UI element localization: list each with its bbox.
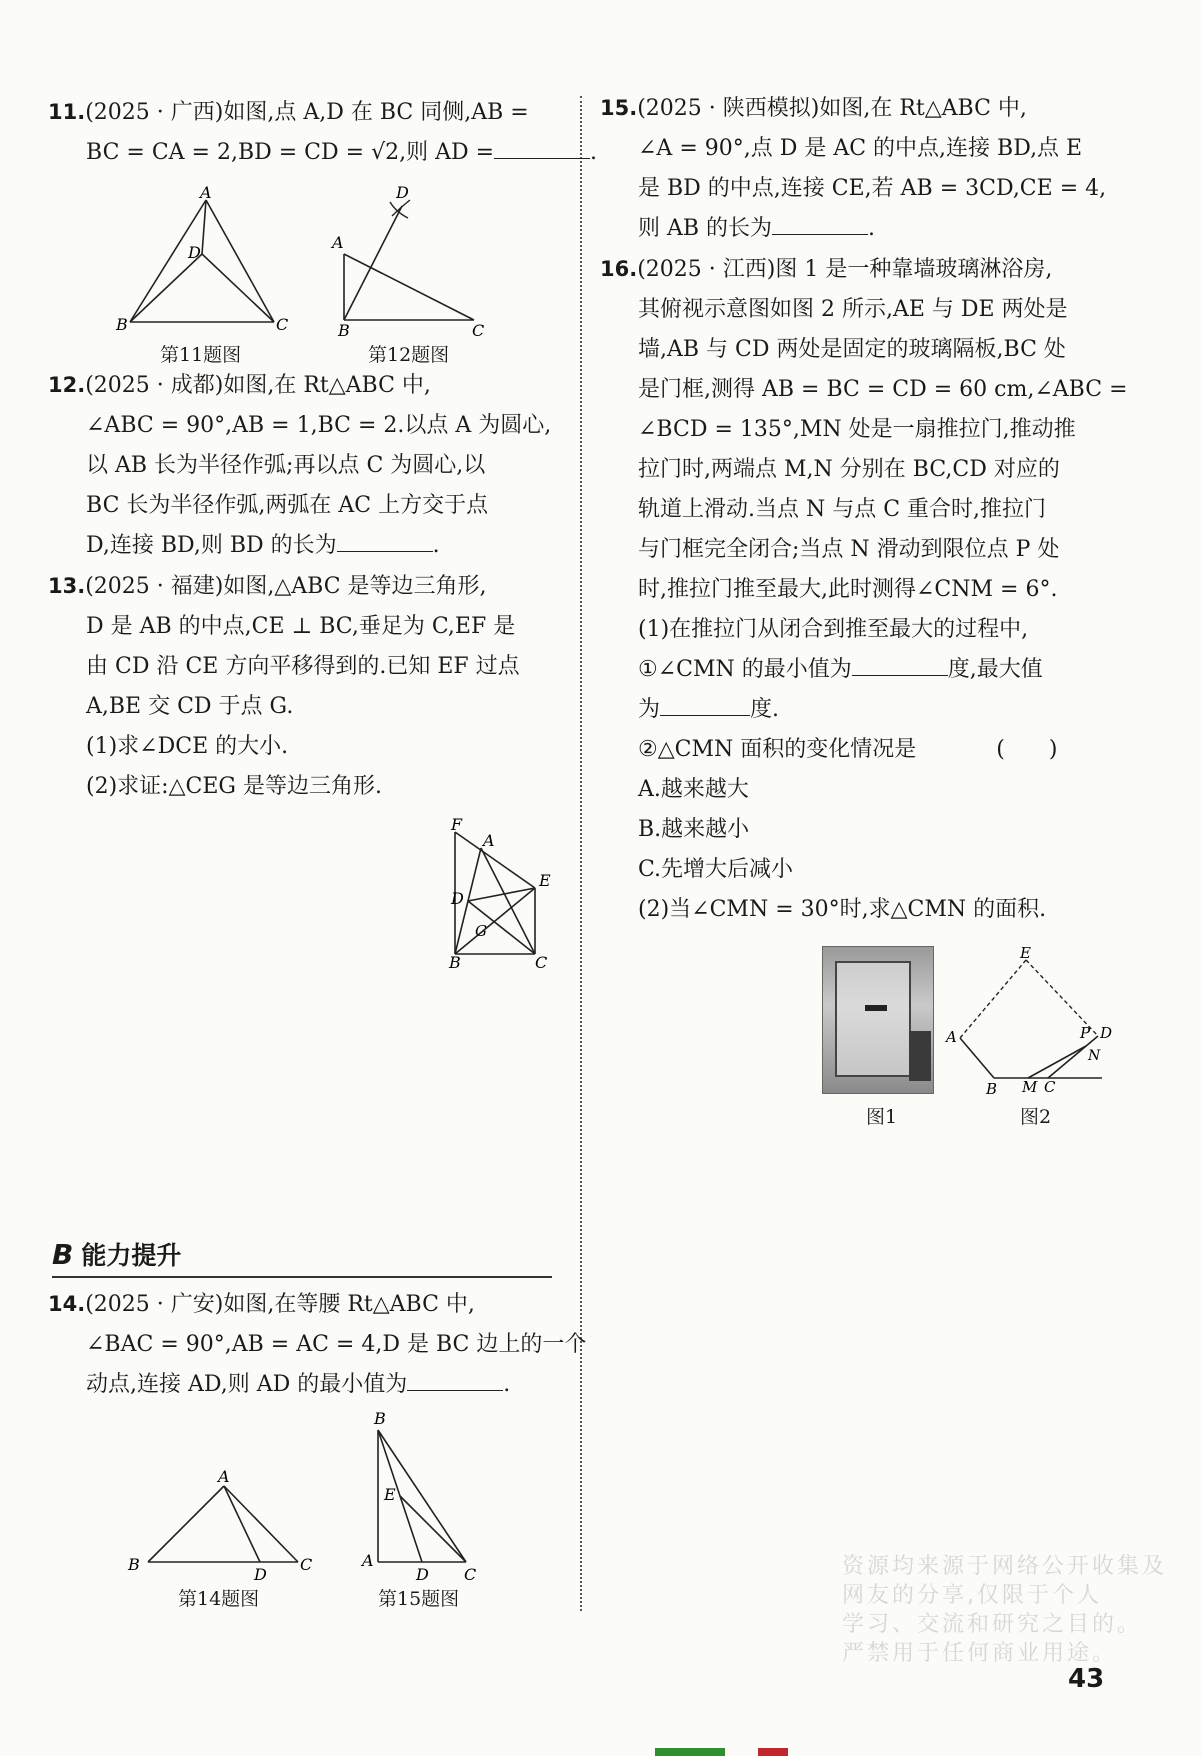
question-part: (2)求证:△CEG 是等边三角形. xyxy=(86,774,382,799)
label-D: D xyxy=(188,243,201,262)
question-text: ∠BCD = 135°,MN 处是一扇推拉门,推动推 xyxy=(638,417,1076,442)
question-text: 动点,连接 AD,则 AD 的最小值为 xyxy=(86,1372,408,1397)
glass-panel xyxy=(835,961,911,1077)
question-text: 轨道上滑动.当点 N 与点 C 重合时,推拉门 xyxy=(638,497,1047,522)
answer-blank[interactable] xyxy=(337,527,433,552)
question-text: D,连接 BD,则 BD 的长为 xyxy=(86,533,337,558)
label-A: A xyxy=(483,831,495,850)
question-text: ∠A = 90°,点 D 是 AC 的中点,连接 BD,点 E xyxy=(638,136,1083,161)
answer-blank[interactable] xyxy=(772,210,868,235)
label-B: B xyxy=(128,1555,140,1574)
label-A: A xyxy=(200,183,212,202)
label-B: B xyxy=(374,1409,386,1428)
question-part: (1)求∠DCE 的大小. xyxy=(86,734,289,759)
answer-blank[interactable] xyxy=(852,651,948,676)
cabinet xyxy=(909,1031,931,1081)
option-b[interactable]: B.越来越小 xyxy=(638,817,750,842)
punctuation: . xyxy=(432,533,440,558)
right-column xyxy=(600,88,1128,930)
figure-13 xyxy=(415,815,555,972)
question-text: 是 BD 的中点,连接 CE,若 AB = 3CD,CE = 4, xyxy=(638,176,1107,201)
question-number: 11. xyxy=(48,100,86,124)
questions-12-13 xyxy=(48,365,558,807)
figure-caption: 第15题图 xyxy=(378,1588,460,1610)
figure-caption: 第11题图 xyxy=(160,344,242,366)
section-letter: B xyxy=(52,1238,74,1271)
figure-caption: 图2 xyxy=(1020,1106,1052,1128)
answer-blank[interactable] xyxy=(494,134,590,159)
question-number: 16. xyxy=(600,257,638,281)
question-number: 13. xyxy=(48,574,86,598)
label-C: C xyxy=(300,1555,313,1574)
watermark xyxy=(842,1552,1202,1668)
question-12 xyxy=(48,365,558,566)
label-D: D xyxy=(396,183,409,202)
watermark-line: 严禁用于任何商业用途。 xyxy=(842,1641,1118,1666)
figure-11 xyxy=(115,183,288,334)
question-text: (2025 · 广安)如图,在等腰 Rt△ABC 中, xyxy=(85,1292,475,1317)
figure-14 xyxy=(127,1467,312,1584)
question-part: (2)当∠CMN = 30°时,求△CMN 的面积. xyxy=(638,897,1047,922)
watermark-line: 网友的分享,仅限于个人 xyxy=(842,1583,1102,1608)
question-text: 以 AB 长为半径作弧;再以点 C 为圆心,以 xyxy=(86,453,486,478)
choice-paren[interactable]: ( ) xyxy=(996,737,1058,762)
figure-12 xyxy=(330,183,484,340)
label-C: C xyxy=(535,953,548,972)
label-B: B xyxy=(338,321,350,340)
section-title: 能力提升 xyxy=(81,1241,182,1270)
question-text: 与门框完全闭合;当点 N 滑动到限位点 P 处 xyxy=(638,537,1060,562)
label-C: C xyxy=(472,321,485,340)
label-M: M xyxy=(1022,1078,1038,1096)
decor-bar-green xyxy=(655,1748,725,1756)
question-text: 是门框,测得 AB = BC = CD = 60 cm,∠ABC = xyxy=(638,377,1128,402)
label-A: A xyxy=(946,1028,957,1046)
label-A: A xyxy=(362,1551,374,1570)
question-text: 其俯视示意图如图 2 所示,AE 与 DE 两处是 xyxy=(638,297,1068,322)
question-number: 15. xyxy=(600,96,638,120)
decor-bar-red xyxy=(758,1748,788,1756)
question-text: (2025 · 江西)图 1 是一种靠墙玻璃淋浴房, xyxy=(637,257,1053,282)
label-C: C xyxy=(276,315,289,334)
label-F: F xyxy=(451,815,463,834)
punctuation: . xyxy=(503,1372,511,1397)
punctuation: . xyxy=(868,216,876,241)
question-15 xyxy=(600,88,1120,249)
label-B: B xyxy=(986,1080,998,1098)
label-C: C xyxy=(1044,1078,1056,1096)
label-E: E xyxy=(384,1485,396,1504)
label-C: C xyxy=(464,1565,477,1584)
figure-15 xyxy=(360,1409,476,1584)
question-text: 墙,AB 与 CD 两处是固定的玻璃隔板,BC 处 xyxy=(638,337,1066,362)
label-B: B xyxy=(449,953,461,972)
question-text: BC = CA = 2,BD = CD = √2,则 AD = xyxy=(86,140,495,165)
question-13 xyxy=(48,566,558,807)
label-G: G xyxy=(475,922,487,940)
question-14 xyxy=(48,1284,587,1405)
figures-14-15 xyxy=(120,1404,500,1586)
question-text: D 是 AB 的中点,CE ⊥ BC,垂足为 C,EF 是 xyxy=(86,614,516,639)
figures-11-12 xyxy=(110,183,510,340)
question-text: (2025 · 成都)如图,在 Rt△ABC 中, xyxy=(85,373,431,398)
left-column xyxy=(48,92,598,173)
watermark-line: 资源均来源于网络公开收集及 xyxy=(842,1554,1168,1579)
question-text: 由 CD 沿 CE 方向平移得到的.已知 EF 过点 xyxy=(86,654,520,679)
punctuation: . xyxy=(590,140,598,165)
label-P: P xyxy=(1080,1024,1091,1042)
label-D: D xyxy=(1100,1024,1113,1042)
label-N: N xyxy=(1088,1048,1101,1064)
question-text: (2025 · 陕西模拟)如图,在 Rt△ABC 中, xyxy=(637,96,1027,121)
shower-photo xyxy=(822,946,934,1094)
answer-blank[interactable] xyxy=(407,1366,503,1391)
section-heading xyxy=(52,1236,552,1278)
question-text: 拉门时,两端点 M,N 分别在 BC,CD 对应的 xyxy=(638,457,1060,482)
question-text: ∠ABC = 90°,AB = 1,BC = 2.以点 A 为圆心, xyxy=(86,413,552,438)
question-text: BC 长为半径作弧,两弧在 AC 上方交于点 xyxy=(86,493,489,518)
label-A: A xyxy=(332,233,344,252)
question-number: 12. xyxy=(48,373,86,397)
question-text: 时,推拉门推至最大,此时测得∠CNM = 6°. xyxy=(638,577,1058,602)
column-divider xyxy=(580,96,582,1611)
watermark-line: 学习、交流和研究之目的。 xyxy=(842,1612,1143,1637)
question-text: ∠BAC = 90°,AB = AC = 4,D 是 BC 边上的一个 xyxy=(86,1332,587,1357)
question-text: (2025 · 福建)如图,△ABC 是等边三角形, xyxy=(85,574,487,599)
label-D: D xyxy=(254,1565,267,1584)
question-number: 14. xyxy=(48,1292,86,1316)
question-text: 度. xyxy=(750,697,780,722)
figure-caption: 第12题图 xyxy=(368,344,450,366)
figure-16-2 xyxy=(936,946,1122,1096)
label-D: D xyxy=(451,889,464,908)
question-text: 为 xyxy=(638,697,661,722)
figure-caption: 图1 xyxy=(866,1106,898,1128)
question-text: 度,最大值 xyxy=(947,657,1043,682)
question-16 xyxy=(600,249,1128,930)
question-text: (2025 · 广西)如图,点 A,D 在 BC 同侧,AB = xyxy=(85,100,529,125)
page-number: 43 xyxy=(1068,1664,1105,1694)
label-A: A xyxy=(218,1467,230,1486)
label-E: E xyxy=(1020,944,1031,962)
question-text: ②△CMN 面积的变化情况是 xyxy=(638,737,917,762)
question-text: ①∠CMN 的最小值为 xyxy=(638,657,852,682)
label-D: D xyxy=(416,1565,429,1584)
door-handle xyxy=(865,1005,887,1011)
label-B: B xyxy=(116,315,128,334)
question-part: (1)在推拉门从闭合到推至最大的过程中, xyxy=(638,617,1029,642)
option-a[interactable]: A.越来越大 xyxy=(638,777,749,802)
option-c[interactable]: C.先增大后减小 xyxy=(638,857,794,882)
question-11 xyxy=(48,92,598,173)
question-text: A,BE 交 CD 于点 G. xyxy=(86,694,294,719)
label-E: E xyxy=(539,871,551,890)
figure-caption: 第14题图 xyxy=(178,1588,260,1610)
answer-blank[interactable] xyxy=(660,691,750,716)
question-text: 则 AB 的长为 xyxy=(638,216,773,241)
